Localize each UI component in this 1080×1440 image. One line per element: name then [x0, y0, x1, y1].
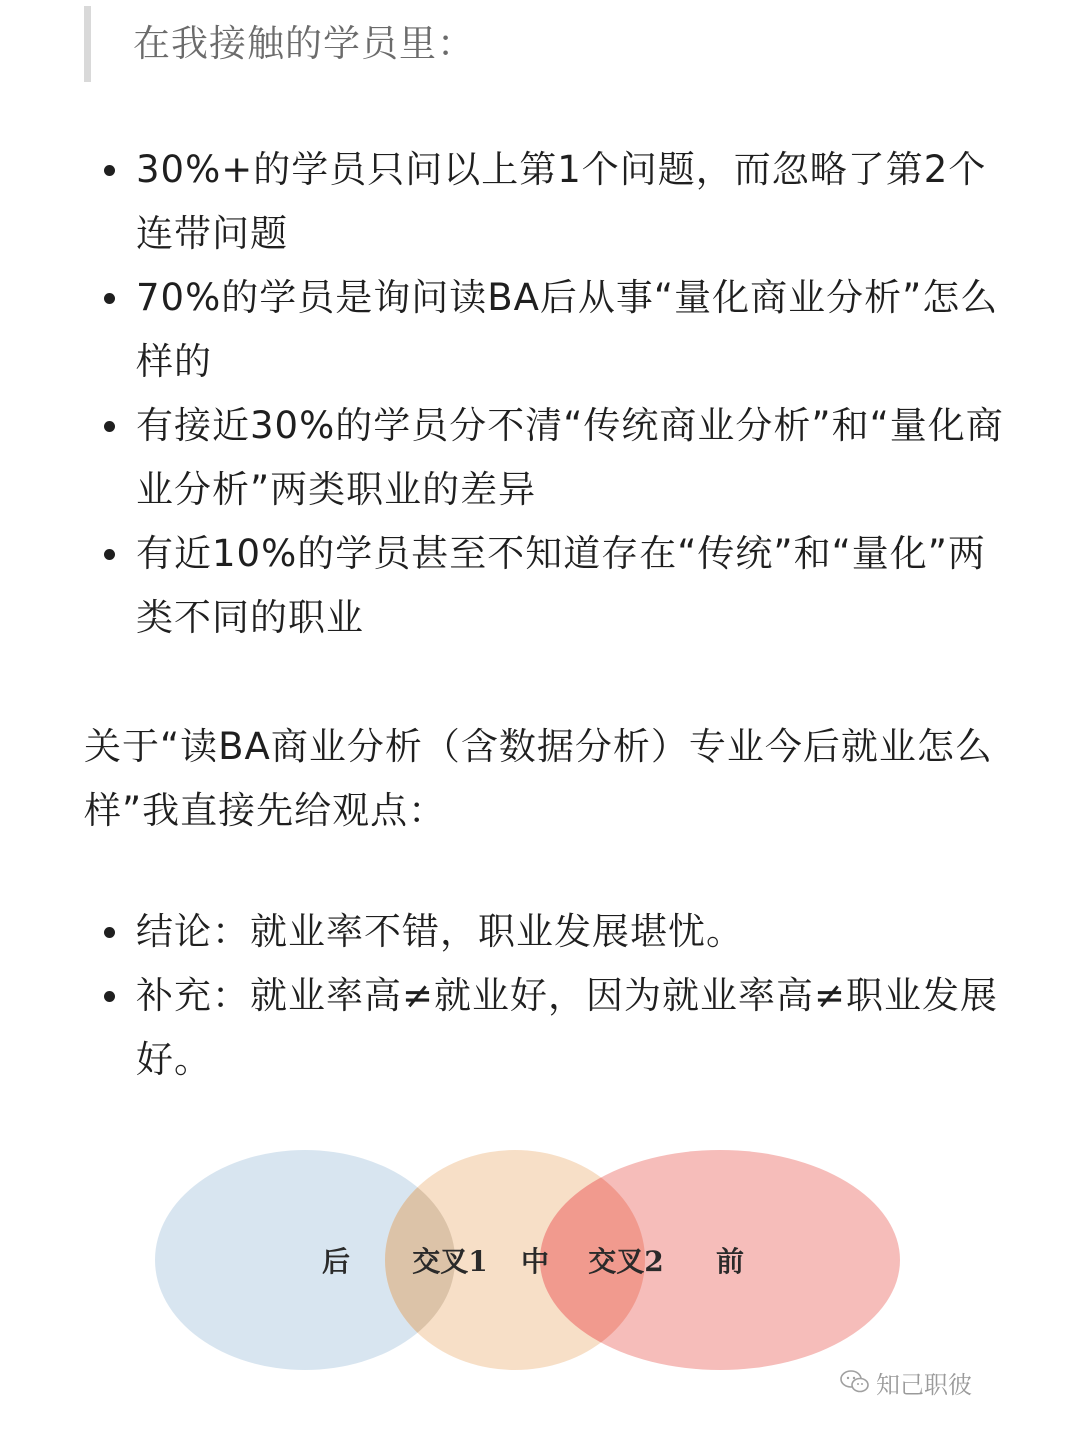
venn-label-cross2: 交叉2	[588, 1245, 664, 1278]
list-item	[0, 522, 1080, 650]
list-item	[0, 138, 1080, 266]
conclusion-list	[0, 900, 1080, 1092]
opinion-paragraph: 关于“读BA商业分析（含数据分析）专业今后就业怎么样”我直接先给观点：	[84, 725, 993, 832]
list-item-text: 有近10%的学员甚至不知道存在“传统”和“量化”两类不同的职业	[136, 532, 986, 639]
bullet-icon	[104, 927, 115, 938]
list-item-text: 补充：就业率高≠就业好，因为就业率高≠职业发展好。	[136, 974, 999, 1081]
list-item-text: 结论：就业率不错，职业发展堪忧。	[136, 910, 744, 953]
venn-label-middle: 中	[520, 1245, 550, 1278]
bullet-icon	[104, 293, 115, 304]
list-item-text: 30%+的学员只问以上第1个问题，而忽略了第2个连带问题	[136, 148, 987, 255]
list-item	[0, 900, 1080, 964]
intro-text: 在我接触的学员里：	[133, 22, 475, 65]
venn-label-left: 后	[321, 1245, 351, 1278]
wechat-icon	[840, 1369, 870, 1395]
list-item	[0, 394, 1080, 522]
venn-label-cross1: 交叉1	[412, 1245, 488, 1278]
list-item	[0, 964, 1080, 1092]
bullet-icon	[104, 421, 115, 432]
watermark-text: 知己职彼	[876, 1370, 972, 1399]
bullet-icon	[104, 991, 115, 1002]
venn-label-right: 前	[715, 1245, 745, 1278]
intro-quote	[84, 6, 984, 82]
bullet-icon	[104, 165, 115, 176]
student-stats-list	[0, 138, 1080, 650]
list-item-text: 70%的学员是询问读BA后从事“量化商业分析”怎么样的	[136, 276, 999, 383]
list-item-text: 有接近30%的学员分不清“传统商业分析”和“量化商业分析”两类职业的差异	[136, 404, 1004, 511]
list-item	[0, 266, 1080, 394]
bullet-icon	[104, 549, 115, 560]
watermark	[840, 1362, 972, 1402]
